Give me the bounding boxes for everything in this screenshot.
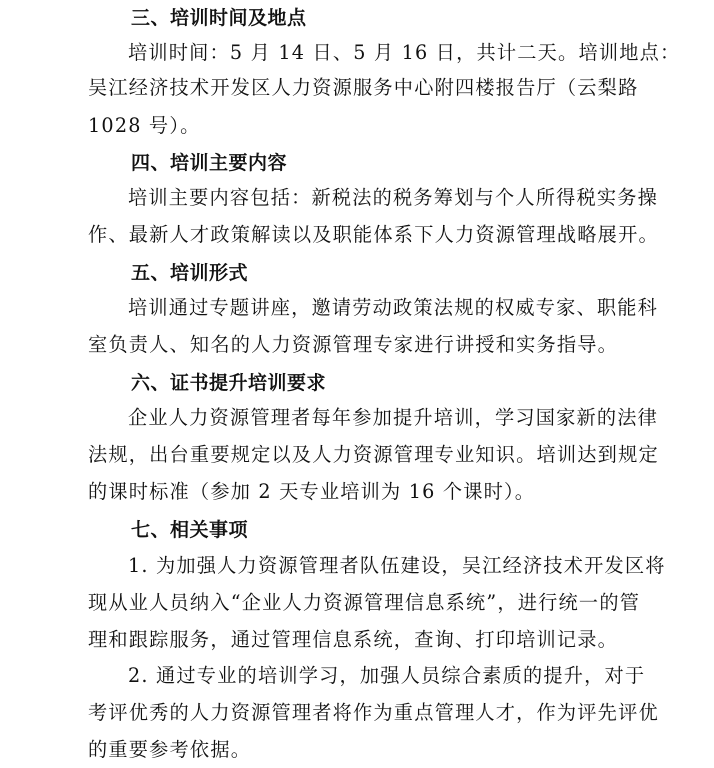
paragraph-line: 培训主要内容包括：新税法的税务筹划与个人所得税实务操 <box>128 186 659 209</box>
section-heading-related-matters: 七、相关事项 <box>131 519 249 541</box>
paragraph-line: 现从业人员纳入“企业人力资源管理信息系统”，进行统一的管 <box>88 591 641 614</box>
paragraph-line: 培训时间：5 月 14 日、5 月 16 日，共计二天。培训地点： <box>128 41 681 64</box>
section-heading-content: 四、培训主要内容 <box>131 152 288 174</box>
paragraph-line: 培训通过专题讲座，邀请劳动政策法规的权威专家、职能科 <box>128 296 659 319</box>
paragraph-line: 吴江经济技术开发区人力资源服务中心附四楼报告厅（云梨路 <box>88 76 639 99</box>
section-heading-format: 五、培训形式 <box>131 262 249 284</box>
paragraph-line: 理和跟踪服务，通过管理信息系统，查询、打印培训记录。 <box>88 628 619 651</box>
paragraph-line: 1. 为加强人力资源管理者队伍建设，吴江经济技术开发区将 <box>128 554 666 577</box>
paragraph-line: 考评优秀的人力资源管理者将作为重点管理人才，作为评先评优 <box>88 701 659 724</box>
paragraph-line: 的重要参考依据。 <box>88 738 252 761</box>
paragraph-line: 2. 通过专业的培训学习，加强人员综合素质的提升，对于 <box>128 664 646 687</box>
paragraph-line: 室负责人、知名的人力资源管理专家进行讲授和实务指导。 <box>88 333 619 356</box>
paragraph-line: 企业人力资源管理者每年参加提升培训，学习国家新的法律 <box>128 406 659 429</box>
paragraph-line: 1028 号）。 <box>88 114 201 137</box>
paragraph-line: 作、最新人才政策解读以及职能体系下人力资源管理战略展开。 <box>88 223 659 246</box>
paragraph-line: 的课时标准（参加 2 天专业培训为 16 个课时）。 <box>88 480 536 503</box>
section-heading-certificate: 六、证书提升培训要求 <box>131 372 327 394</box>
paragraph-line: 法规，出台重要规定以及人力资源管理专业知识。培训达到规定 <box>88 443 659 466</box>
section-heading-time-location: 三、培训时间及地点 <box>131 7 307 29</box>
